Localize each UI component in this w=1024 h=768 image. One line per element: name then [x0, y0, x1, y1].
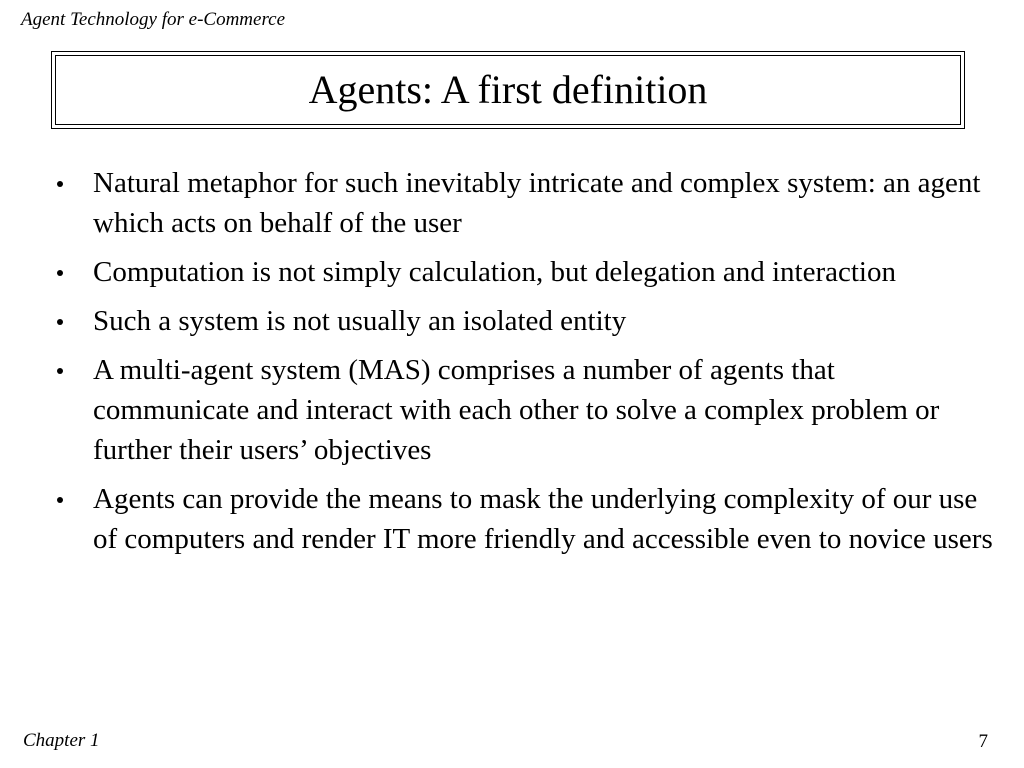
bullet-text: Such a system is not usually an isolated entity	[93, 305, 627, 337]
header-course-title: Agent Technology for e-Commerce	[21, 9, 286, 30]
bullet-text: A multi-agent system (MAS) comprises a number of agents that communicate and interact with each other to solve a complex problem or further their users’ objectives	[93, 354, 940, 466]
slide-title: Agents: A first definition	[308, 67, 708, 112]
bullet-dot-icon	[57, 497, 63, 503]
bullet-item	[93, 479, 993, 559]
bullet-item	[93, 350, 993, 470]
bullet-list	[93, 163, 993, 568]
footer-page-number: 7	[978, 731, 988, 752]
bullet-item	[93, 301, 993, 341]
bullet-dot-icon	[57, 319, 63, 325]
bullet-text: Agents can provide the means to mask the underlying complexity of our use of computers and render IT more friendly and accessible even to novice users	[93, 483, 993, 555]
footer-chapter: Chapter 1	[23, 730, 100, 751]
bullet-dot-icon	[57, 368, 63, 374]
bullet-dot-icon	[57, 181, 63, 187]
bullet-item	[93, 163, 993, 243]
bullet-item	[93, 252, 993, 292]
title-frame	[51, 51, 965, 129]
title-frame-inner	[55, 55, 961, 125]
bullet-text: Natural metaphor for such inevitably intricate and complex system: an agent which acts on behalf of the user	[93, 167, 981, 239]
bullet-dot-icon	[57, 270, 63, 276]
bullet-text: Computation is not simply calculation, but delegation and interaction	[93, 256, 896, 288]
